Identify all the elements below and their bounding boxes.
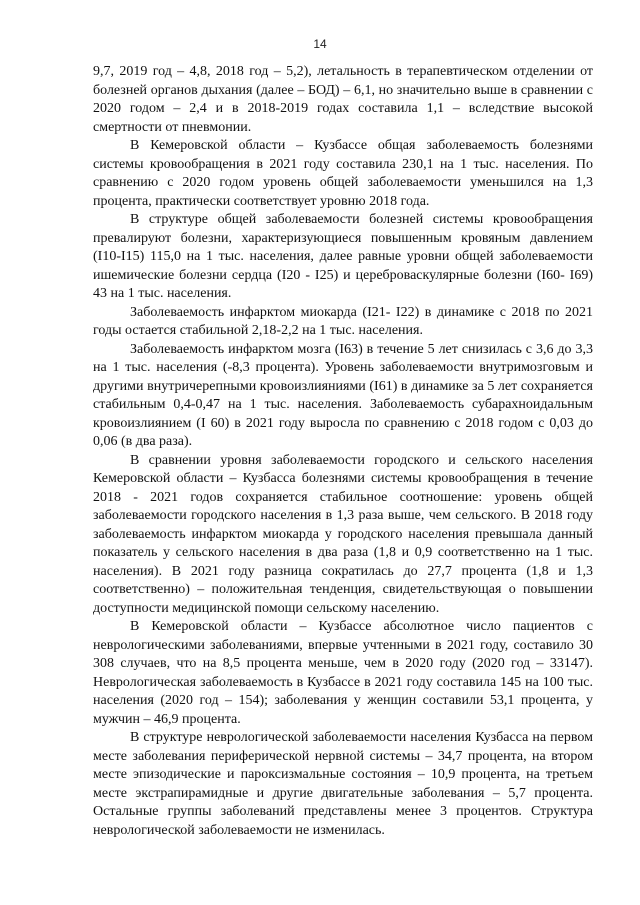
paragraph-7: В Кемеровской области – Кузбассе абсолютное число пациентов с неврологическими заболеваниями, впервые учтенными в 2021 году, составило 30 308 случаев, что на 8,5 процента меньше, чем в 2020 году (2020 год – 33147). Неврологическая заболеваемость в Кузбассе в 2021 году составила 145 на 100 тыс. населения (2020 год – 154); заболевания у женщин составили 53,1 процента, у мужчин – 46,9 процента. [93, 619, 593, 727]
paragraph-1: 9,7, 2019 год – 4,8, 2018 год – 5,2), летальность в терапевтическом отделении от болезней органов дыхания (далее – БОД) – 6,1, но значительно выше в сравнении с 2020 годом – 2,4 и в 2018-2019 годах составила 1,1 – вследствие высокой смертности от пневмонии. [93, 64, 593, 135]
paragraph-4: Заболеваемость инфарктом миокарда (I21- I22) в динамике с 2018 по 2021 годы остается стабильной 2,18-2,2 на 1 тыс. населения. [93, 304, 593, 338]
body-text [93, 63, 593, 840]
paragraph-8: В структуре неврологической заболеваемости населения Кузбасса на первом месте заболевания периферической нервной системы – 34,7 процента, на втором месте эпизодические и пароксизмальные состояния – 10,9 процента, на третьем месте экстрапирамидные и другие двигательные заболевания – 5,7 процента. Остальные группы заболеваний представлены менее 3 процентов. Структура неврологической заболеваемости не изменилась. [93, 730, 593, 838]
paragraph-5: Заболеваемость инфарктом мозга (I63) в течение 5 лет снизилась с 3,6 до 3,3 на 1 тыс. населения (-8,3 процента). Уровень заболеваемости внутримозговым и другими внутричерепными кровоизлияниями (I61) в динамике за 5 лет сохраняется стабильным 0,4-0,47 на 1 тыс. населения. Заболеваемость субарахноидальным кровоизлиянием (I 60) в 2021 году выросла по сравнению с 2018 годом с 0,03 до 0,06 (в два раза). [93, 341, 593, 449]
page-number: 14 [313, 37, 327, 51]
paragraph-2: В Кемеровской области – Кузбассе общая заболеваемость болезнями системы кровообращения в 2021 году составила 230,1 на 1 тыс. населения. По сравнению с 2020 годом уровень общей заболеваемости уменьшился на 1,3 процента, практически соответствует уровню 2018 года. [93, 138, 593, 209]
paragraph-6: В сравнении уровня заболеваемости городского и сельского населения Кемеровской области – Кузбасса болезнями системы кровообращения в течение 2018 - 2021 годов сохраняется стабильное соотношение: уровень общей заболеваемости городского населения в 1,3 раза выше, чем сельского. В 2018 году заболеваемость инфарктом миокарда у городского населения превышала данный показатель у сельского населения в два раза (1,8 и 0,9 соответственно на 1 тыс. населения). В 2021 году разница сократилась до 27,7 процента (1,8 и 1,3 соответственно) – положительная тенденция, свидетельствующая о повышении доступности медицинской помощи сельскому населению. [93, 452, 593, 616]
paragraph-3: В структуре общей заболеваемости болезней системы кровообращения превалируют болезни, характеризующиеся повышенным кровяным давлением (I10-I15) 115,0 на 1 тыс. населения, далее равные уровни общей заболеваемости ишемические болезни сердца (I20 - I25) и цереброваскулярные болезни (I60- I69) 43 на 1 тыс. населения. [93, 212, 593, 301]
